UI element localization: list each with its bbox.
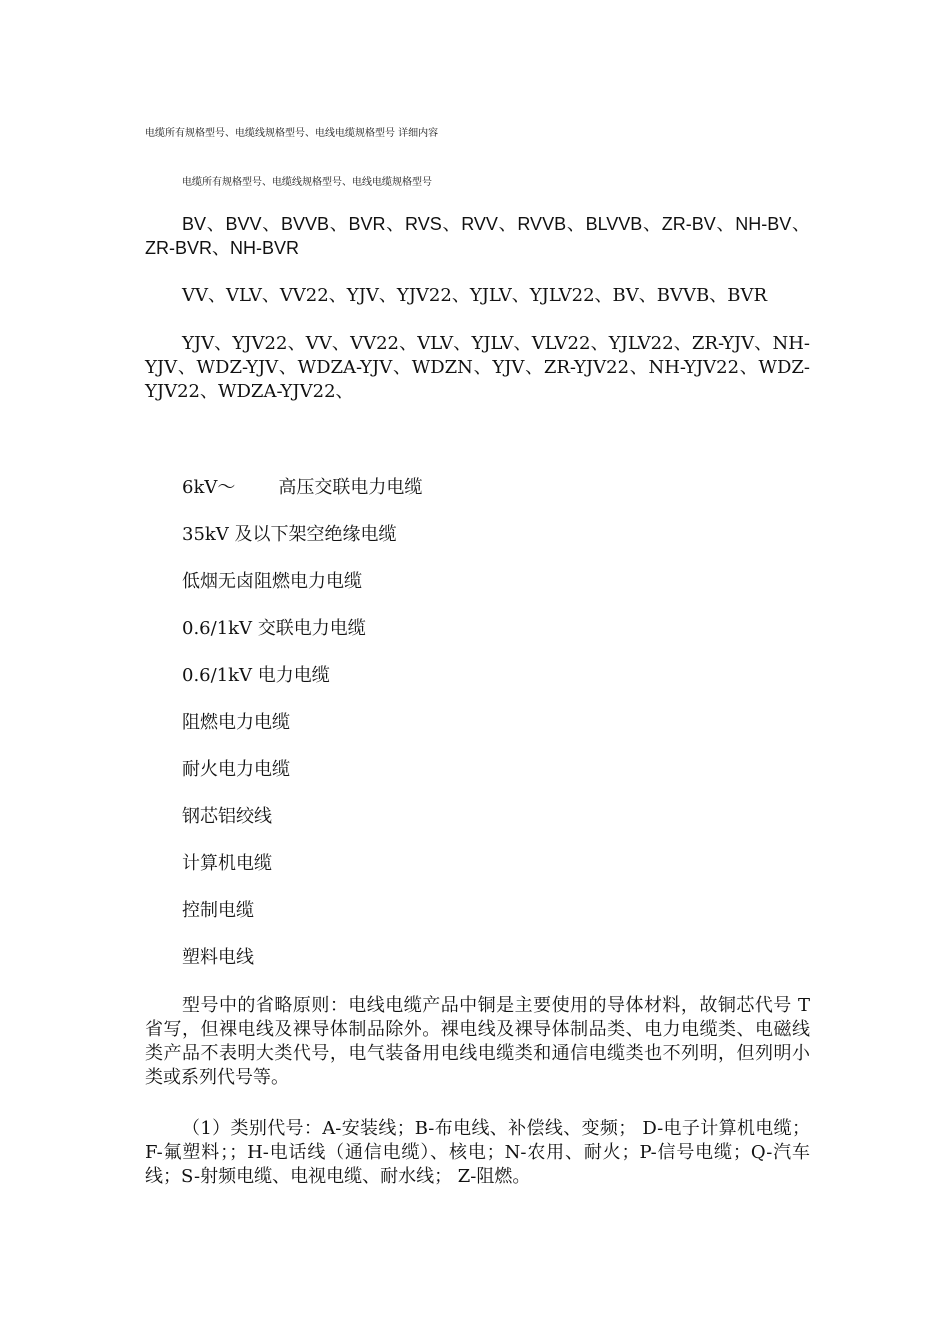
category-item-overhead: 35kV 及以下架空绝缘电缆 <box>182 524 397 545</box>
category-item-plastic-wire: 塑料电线 <box>182 947 254 968</box>
category-item-xlpe-power: 0.6/1kV 交联电力电缆 <box>182 618 366 639</box>
document-title: 电缆所有规格型号、电缆线规格型号、电线电缆规格型号 详细内容 <box>145 128 439 139</box>
category-item-flame-retardant: 阻燃电力电缆 <box>182 712 290 733</box>
category-item-fire-resistant: 耐火电力电缆 <box>182 759 290 780</box>
category-item-computer: 计算机电缆 <box>182 853 272 874</box>
model-list-power-cable: VV、VLV、VV22、YJV、YJV22、YJLV、YJLV22、BV、BVVB、BVR <box>182 285 768 306</box>
category-item-acsr: 钢芯铝绞线 <box>182 806 272 827</box>
category-item-high-voltage <box>182 476 422 500</box>
category-voltage-prefix: 6kV～ <box>182 477 236 498</box>
category-label: 高压交联电力电缆 <box>278 477 423 498</box>
paragraph-category-codes: （1）类别代号：A-安装线；B-布电线、补偿线、变频； D-电子计算机电缆；F-氟塑料；；H-电话线（通信电缆）、核电；N-农用、耐火；P-信号电缆；Q-汽车线；S-射频电缆、电视电缆、耐水线； Z-阻燃。 <box>145 1118 810 1187</box>
category-item-halogen-free: 低烟无卤阻燃电力电缆 <box>182 571 362 592</box>
model-list-xlpe-cable: YJV、YJV22、VV、VV22、VLV、YJLV、VLV22、YJLV22、ZR-YJV、NH-YJV、WDZ-YJV、WDZA-YJV、WDZN、YJV、ZR-YJV22、NH-YJV22、WDZ-YJV22、WDZA-YJV22、 <box>145 333 810 402</box>
category-item-control: 控制电缆 <box>182 900 254 921</box>
model-list-building-wire: BV、BVV、BVVB、BVR、RVS、RVV、RVVB、BLVVB、ZR-BV、NH-BV、ZR-BVR、NH-BVR <box>145 214 810 258</box>
paragraph-omission-principle: 型号中的省略原则：电线电缆产品中铜是主要使用的导体材料，故铜芯代号 T 省写，但裸电线及裸导体制品除外。裸电线及裸导体制品类、电力电缆类、电磁线类产品不表明大类代号，电气装备用电线电缆类和通信电缆类也不列明，但列明小类或系列代号等。 <box>145 995 810 1088</box>
document-subtitle: 电缆所有规格型号、电缆线规格型号、电线电缆规格型号 <box>182 177 432 188</box>
category-item-power: 0.6/1kV 电力电缆 <box>182 665 330 686</box>
